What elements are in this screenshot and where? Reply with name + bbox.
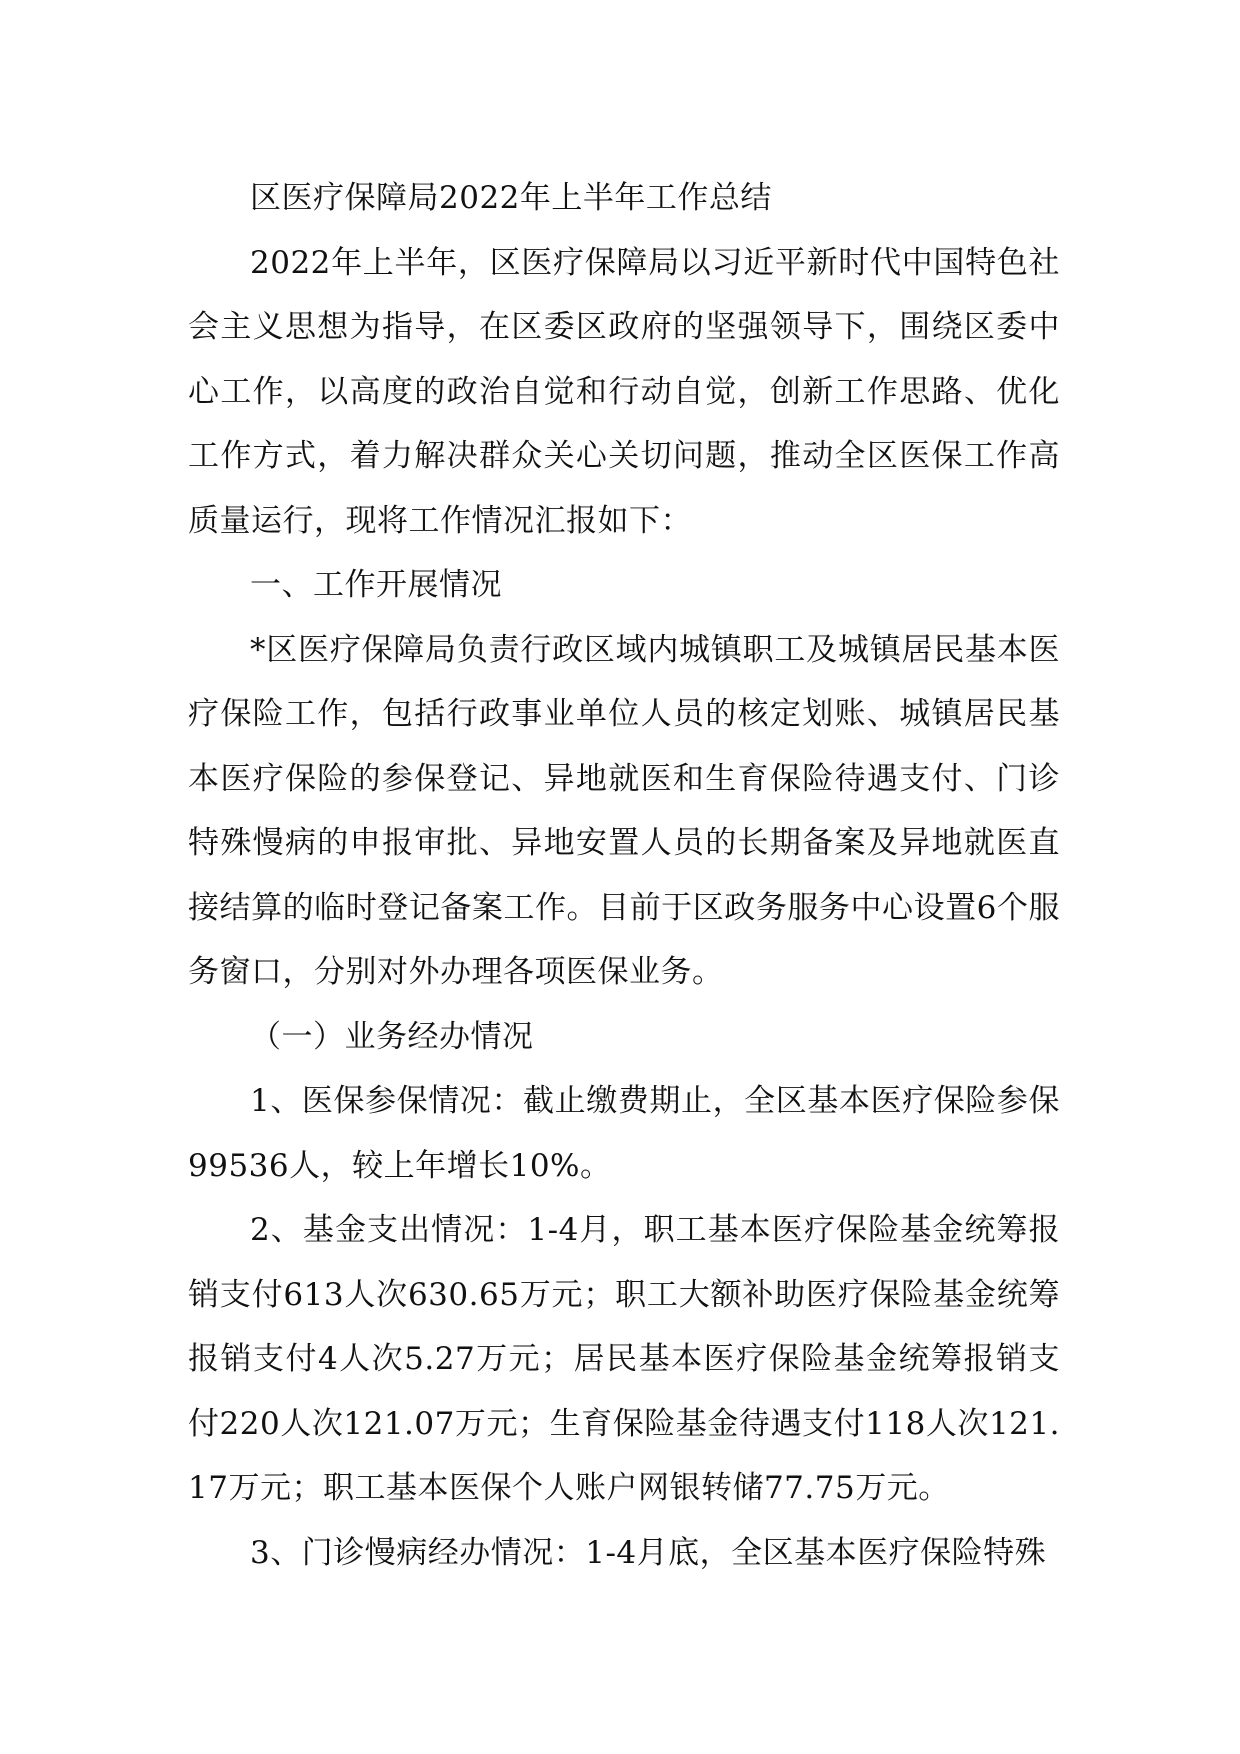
document-title: 区医疗保障局2022年上半年工作总结 [250,180,772,216]
list-item-fund-expenditure: 2、基金支出情况：1-4月，职工基本医疗保险基金统筹报销支付613人次630.65万元；职工大额补助医疗保险基金统筹报销支付4人次5.27万元；居民基本医疗保险基金统筹报销支付220人次121.07万元；生育保险基金待遇支付118人次121.17万元；职工基本医保个人账户网银转储77.75万元。 [188,1212,1060,1506]
intro-paragraph: 2022年上半年，区医疗保障局以习近平新时代中国特色社会主义思想为指导，在区委区政府的坚强领导下，围绕区委中心工作，以高度的政治自觉和行动自觉，创新工作思路、优化工作方式，着力解决群众关心关切问题，推动全区医保工作高质量运行，现将工作情况汇报如下： [188,244,1060,539]
section-paragraph: *区医疗保障局负责行政区域内城镇职工及城镇居民基本医疗保险工作，包括行政事业单位人员的核定划账、城镇居民基本医疗保险的参保登记、异地就医和生育保险待遇支付、门诊特殊慢病的申报审批、异地安置人员的长期备案及异地就医直接结算的临时登记备案工作。目前于区政务服务中心设置6个服务窗口，分别对外办理各项医保业务。 [188,631,1060,990]
subsection-heading: （一）业务经办情况 [250,1018,534,1055]
list-item-chronic-disease: 3、门诊慢病经办情况：1-4月底，全区基本医疗保险特殊 [250,1534,1047,1571]
list-item-enrollment: 1、医保参保情况：截止缴费期止，全区基本医疗保险参保99536人，较上年增长10%。 [188,1083,1060,1184]
section-heading: 一、工作开展情况 [250,567,502,603]
document-body [188,166,1060,1585]
